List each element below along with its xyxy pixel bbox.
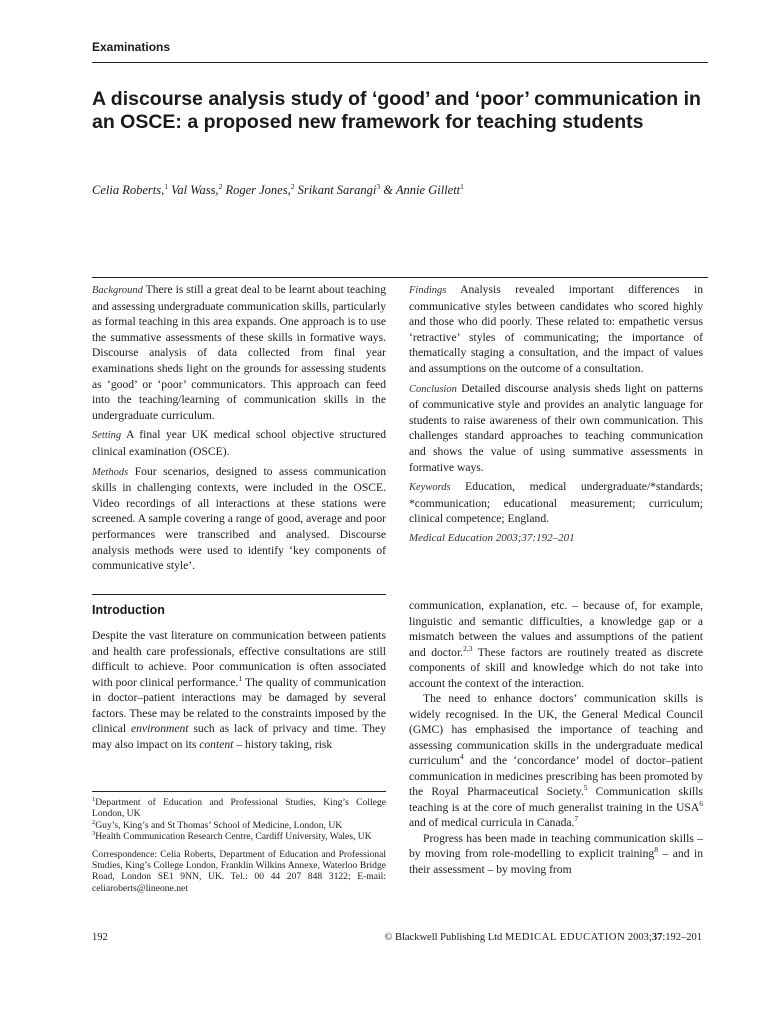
journal-citation: Medical Education 2003;37:192–201: [409, 531, 575, 544]
footnotes: [92, 797, 386, 894]
reference-sup: 2,3: [463, 643, 473, 653]
abstract-methods: [92, 464, 386, 574]
abstract-text: Education, medical undergraduate/*standards; *communication; educational measurement; curriculum; clinical competence; England.: [409, 480, 703, 526]
abstract-keywords: [409, 479, 703, 527]
author-list: [92, 183, 712, 198]
footnote-text: Department of Education and Professional Studies, King’s College London, UK: [92, 797, 386, 820]
abstract-label: Background: [92, 285, 143, 296]
top-rule: [92, 62, 708, 63]
affiliation-sup: 3: [376, 181, 381, 191]
journal-name: MEDICAL EDUCATION: [504, 932, 626, 943]
affiliation-sup: 2: [290, 181, 295, 191]
affiliation-footnote: [92, 797, 386, 820]
correspondence-footnote: Correspondence: Celia Roberts, Department of Education and Professional Studies, King’s College London, Franklin Wilkins Annexe, Waterloo Bridge Road, London SE1 9NN, UK. Tel.: 00 44 207 848 3122; E-mail: celiaroberts@lineone.net: [92, 848, 386, 894]
abstract-text: Detailed discourse analysis sheds light on patterns of communicative style and provides an analytic language for students to raise awareness of their own communication. This challenges standard approaches to teaching communication and shows the value of using summative assessments in formative ways.: [409, 381, 703, 474]
body-paragraph: [409, 598, 703, 691]
abstract-conclusion: [409, 381, 703, 476]
body-text: The need to enhance doctors’ communication skills is widely recognised. In the UK, the General Medical Council (GMC) has emphasised the importance of teaching and assessing communication skills in the undergraduate medical curriculum: [409, 692, 703, 767]
body-text: and the ‘concordance’ model of doctor–patient communication in medicines prescribing has been promoted by the Royal Pharmaceutical Society.: [409, 754, 703, 798]
affiliation-sup: 1: [164, 181, 168, 191]
footnote-sup: 1: [92, 795, 96, 803]
emphasis-text: content: [199, 737, 234, 751]
abstract-right-column: [409, 282, 703, 551]
abstract-label: Conclusion: [409, 383, 457, 395]
footnote-sup: 2: [92, 818, 96, 826]
emphasis-text: environment: [131, 722, 189, 735]
publisher-text: © Blackwell Publishing Ltd: [384, 932, 503, 943]
reference-sup: 8: [654, 845, 658, 855]
body-text: These factors are routinely treated as discrete components of skill and knowledge which do not take into account the context of the interaction.: [409, 645, 704, 690]
footer-citation: [384, 932, 702, 943]
footnote-sup: 3: [92, 830, 96, 838]
journal-pages: :192–201: [662, 932, 702, 943]
page-number: 192: [92, 932, 108, 943]
abstract-text: There is still a great deal to be learnt about teaching and assessing undergraduate communication skills, particularly as formal teaching in this area expands. One approach is to use the summative assessments of these skills in formative ways. Discourse analysis of data collected from final year examinations sheds light on the grounds for assessing students as ‘good’ or ‘poor’ communicators. This approach can feed into the teaching/learning of communication skills in the undergraduate curriculum.: [92, 283, 386, 422]
affiliation-footnote: [92, 831, 386, 842]
body-paragraph: [409, 691, 703, 831]
abstract-text: Analysis revealed important differences in communicative styles between candidates who scored highly and those who did poorly. These related to: empathetic versus ‘retractive’ styles of communicating; the importance of thematically staging a consultation, and the impact of values and assumptions on the outcome of a consultation.: [409, 283, 703, 375]
body-text: and of medical curricula in Canada.: [409, 816, 575, 829]
affiliation-sup: 1: [460, 181, 464, 191]
body-paragraph: [409, 831, 703, 878]
body-text: communication, explanation, etc. – because of, for example, linguistic and semantic difficulties, a knowledge gap or a mismatch between the values and assumptions of the patient and doctor.: [409, 599, 703, 659]
reference-sup: 5: [583, 783, 588, 793]
affiliation-footnote: [92, 820, 386, 831]
abstract-background: [92, 282, 386, 423]
abstract-label: Setting: [92, 430, 122, 442]
journal-year: 2003;: [627, 932, 652, 943]
footnote-text: Guy’s, King’s and St Thomas’ School of Medicine, London, UK: [95, 819, 343, 831]
body-text: Communication skills teaching is at the core of much generalist training in the USA: [409, 785, 703, 814]
abstract-left-column: [92, 282, 386, 578]
body-text: The quality of communication in doctor–patient interactions may be damaged by several factors. These may be related to the constraints imposed by the clinical: [92, 675, 386, 735]
introduction-left-column: [92, 628, 386, 752]
body-text: Despite the vast literature on communication between patients and health care professionals, effective consultations are still difficult to achieve. Poor communication is often associated with poor clinical performance.: [92, 629, 386, 689]
reference-sup: 4: [459, 752, 464, 762]
author-name: Val Wass,: [171, 183, 219, 197]
reference-sup: 6: [699, 798, 703, 808]
abstract-findings: [409, 282, 703, 377]
author-name: Annie Gillett: [395, 183, 461, 197]
affiliation-sup: 2: [218, 181, 223, 191]
introduction-rule: [92, 594, 386, 595]
introduction-heading: Introduction: [92, 603, 165, 617]
author-name: Srikant Sarangi: [297, 183, 377, 197]
author-name: Roger Jones,: [225, 183, 291, 197]
abstract-setting: [92, 427, 386, 459]
reference-sup: 1: [238, 673, 243, 683]
journal-volume: 37: [651, 932, 663, 943]
author-name: Celia Roberts,: [92, 183, 165, 197]
reference-sup: 7: [574, 814, 579, 824]
introduction-right-column: [409, 598, 703, 877]
ampersand: &: [383, 183, 394, 197]
section-label: Examinations: [92, 40, 171, 54]
abstract-label: Keywords: [409, 482, 451, 494]
article-title: A discourse analysis study of ‘good’ and ‘poor’ communication in an OSCE: a proposed new framework for teaching students: [92, 88, 701, 133]
abstract-label: Findings: [409, 285, 447, 296]
body-text: Progress has been made in teaching communication skills – by moving from role-modelling to explicit training: [409, 831, 703, 860]
footnote-text: Health Communication Research Centre, Cardiff University, Wales, UK: [95, 831, 372, 843]
body-text: – history taking, risk: [233, 737, 333, 751]
abstract-text: Four scenarios, designed to assess communication skills in challenging contexts, were included in the OSCE. Video recordings of all interactions at these stations were screened. A sample covering a range of good, average and poor performances were transcribed and analysed. Discourse analysis methods were used to identify ‘key components of communicative style’.: [92, 464, 386, 573]
abstract-rule: [92, 277, 708, 278]
body-text: such as lack of privacy and time. They may also impact on its: [92, 722, 386, 751]
body-paragraph: [92, 628, 386, 752]
abstract-label: Methods: [92, 466, 129, 478]
footnote-rule: [92, 791, 386, 792]
abstract-text: A final year UK medical school objective structured clinical examination (OSCE).: [92, 428, 386, 458]
body-text: – and in their assessment – by moving from: [409, 847, 703, 876]
